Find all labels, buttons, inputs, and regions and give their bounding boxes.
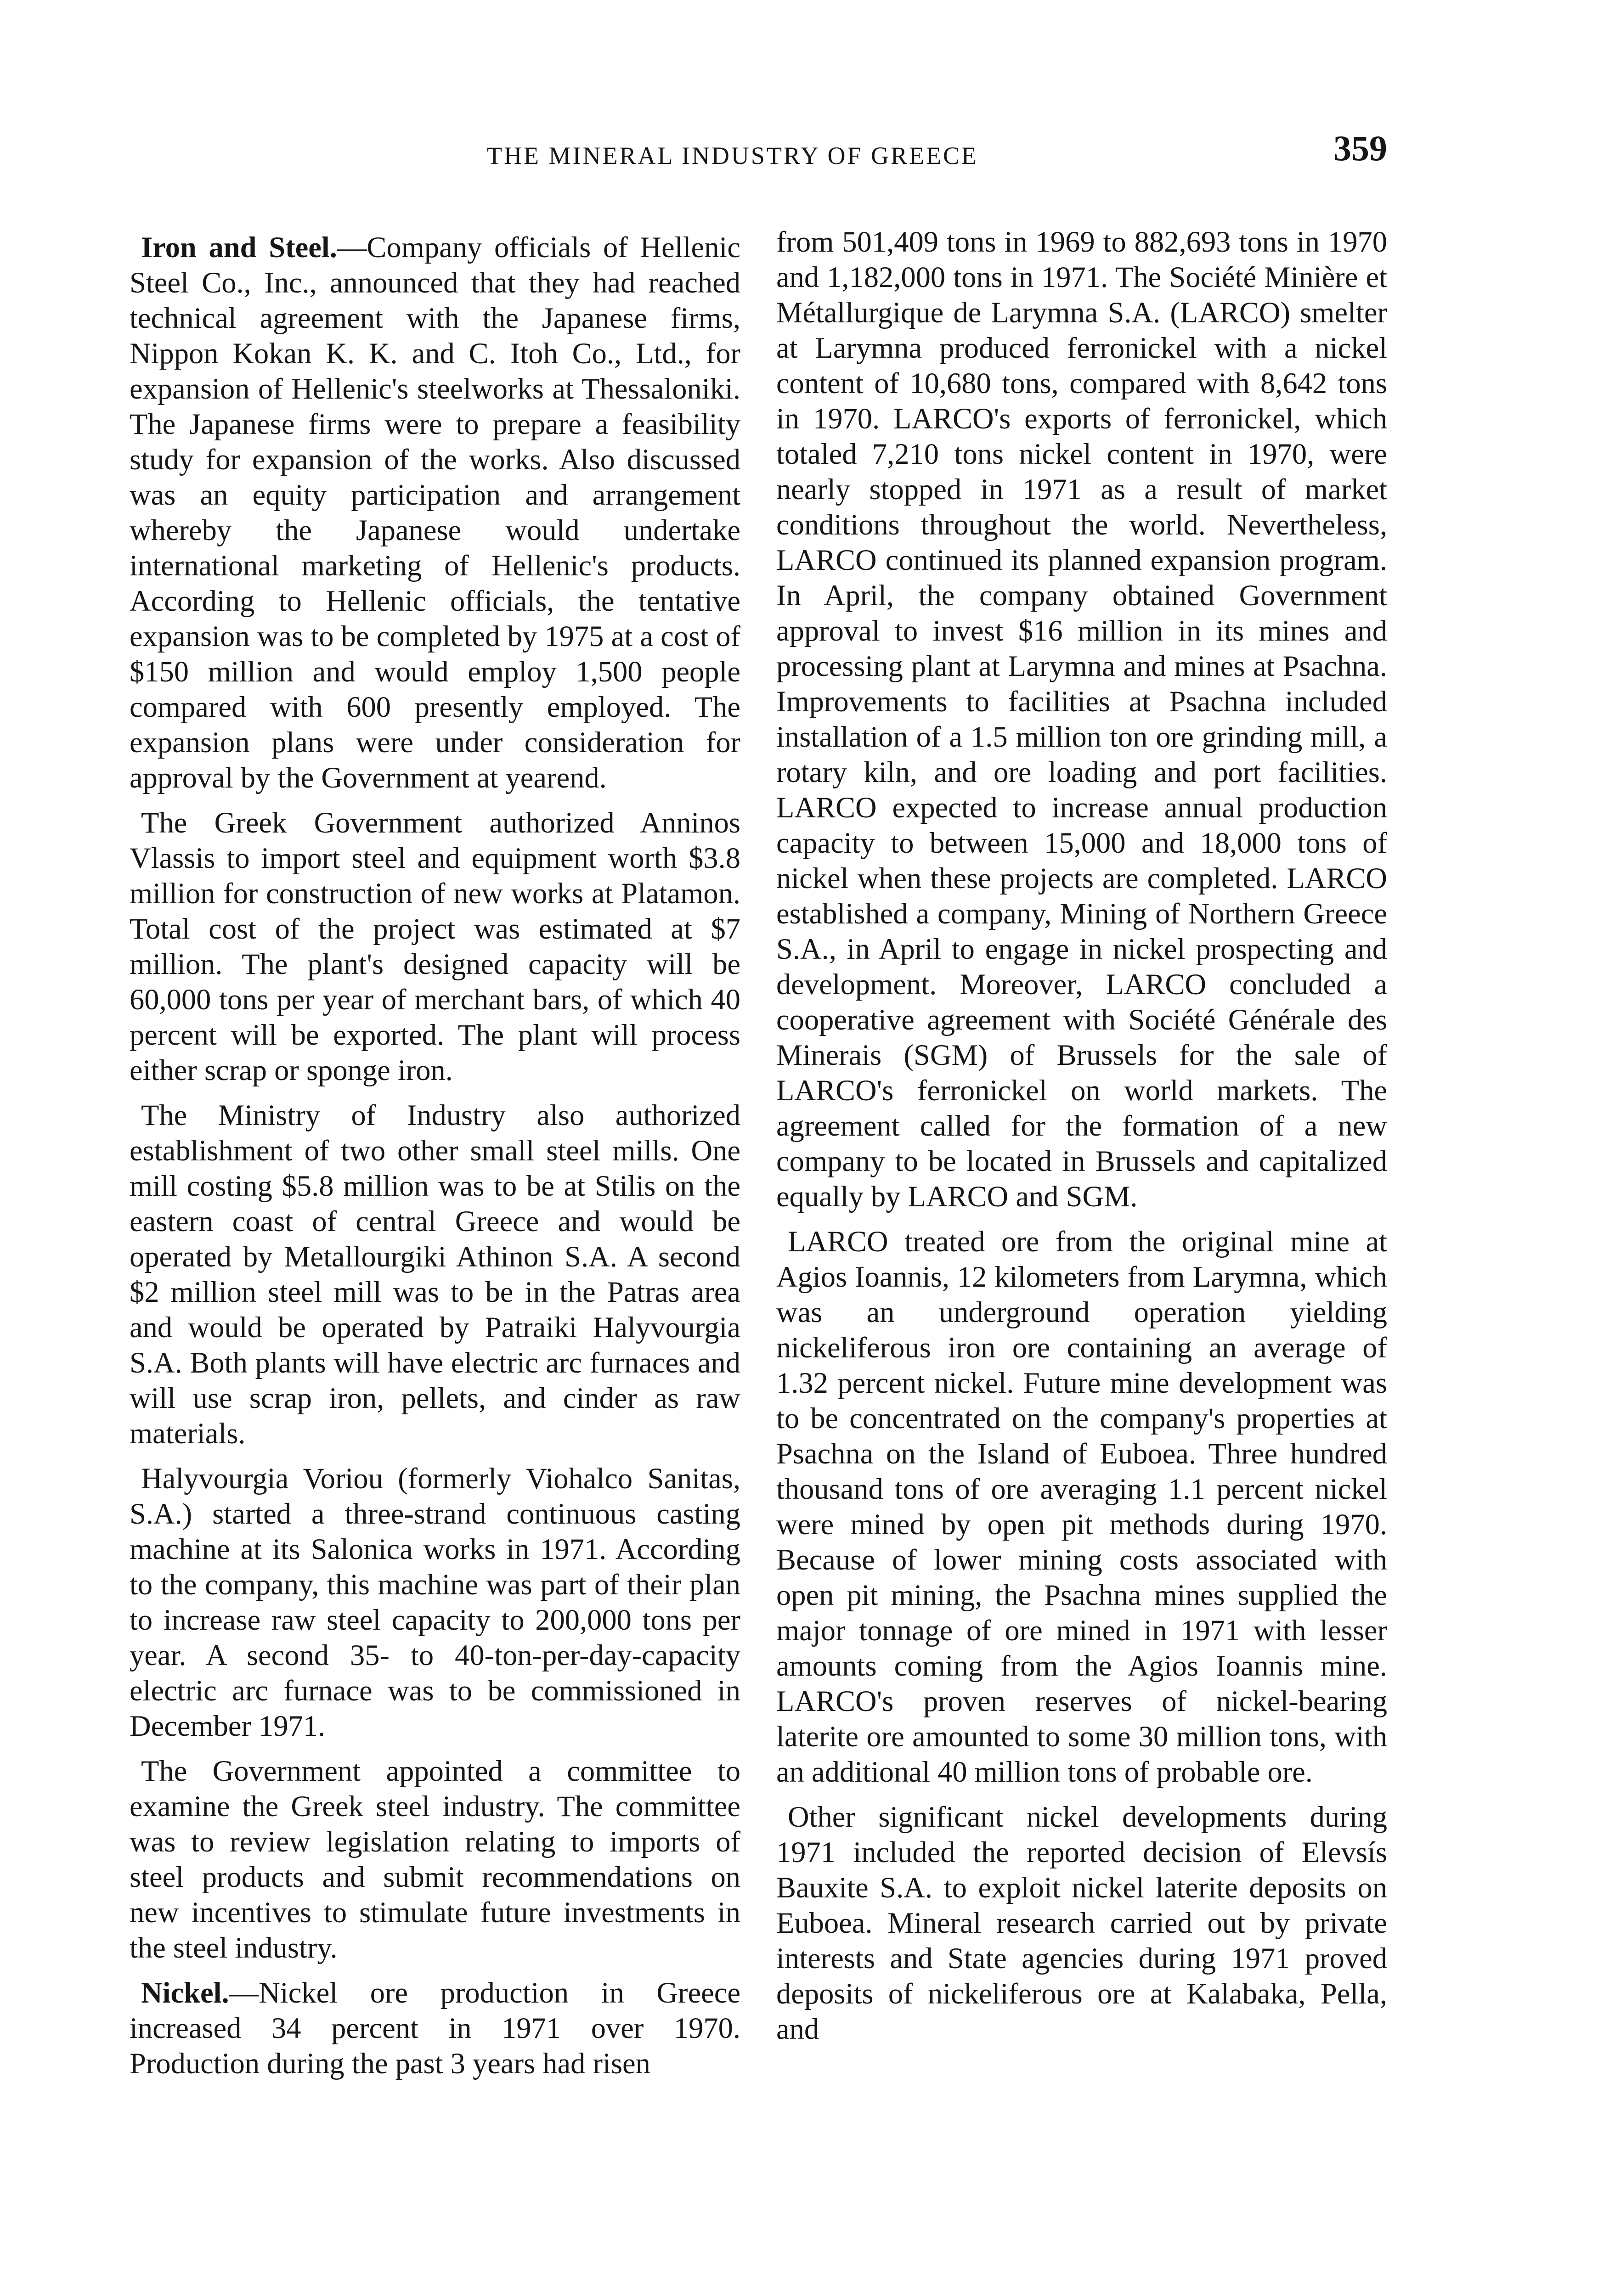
paragraph-iron-and-steel (130, 230, 740, 795)
running-title: THE MINERAL INDUSTRY OF GREECE (487, 142, 978, 169)
paragraph-halyvourgia-voriou: Halyvourgia Voriou (formerly Viohalco Sanitas, S.A.) started a three-strand continuous casting machine at its Salonica works in 1971. According to the company, this machine was part of their plan to increase raw steel capacity to 200,000 tons per year. A second 35- to 40-ton-per-day-capacity electric arc furnace was to be commissioned in December 1971. (130, 1462, 740, 1742)
paragraph-larco-ore: LARCO treated ore from the original mine at Agios Ioannis, 12 kilometers from Larymna, which was an underground operation yielding nickeliferous iron ore containing an average of 1.32 percent nickel. Future mine development was to be concentrated on the company's properties at Psachna on the Island of Euboea. Three hundred thousand tons of ore averaging 1.1 percent nickel were mined by open pit methods during 1970. Because of lower mining costs associated with open pit mining, the Psachna mines supplied the major tonnage of ore mined in 1971 with lesser amounts coming from the Agios Ioannis mine. LARCO's proven reserves of nickel-bearing laterite ore amounted to some 30 million tons, with an additional 40 million tons of probable ore. (776, 1225, 1387, 1788)
paragraph-steel-committee: The Government appointed a committee to examine the Greek steel industry. The committee was to review legislation relating to imports of steel products and submit recommendations on new incentives to stimulate future investments in the steel industry. (130, 1755, 740, 1964)
left-column (130, 230, 740, 2081)
page-header (129, 128, 1387, 183)
paragraph-nickel (130, 1975, 740, 2081)
paragraph-nickel-production: from 501,409 tons in 1969 to 882,693 tons in 1970 and 1,182,000 tons in 1971. The Société Minière et Métallurgique de Larymna S.A. (LARCO) smelter at Larymna produced ferronickel with a nickel content of 10,680 tons, compared with 8,642 tons in 1970. LARCO's exports of ferronickel, which totaled 7,210 tons nickel content in 1970, were nearly stopped in 1971 as a result of market conditions throughout the world. Nevertheless, LARCO continued its planned expansion program. In April, the company obtained Government approval to invest $16 million in its mines and processing plant at Larymna and mines at Psachna. Improvements to facilities at Psachna included installation of a 1.5 million ton ore grinding mill, a rotary kiln, and ore loading and port facilities. LARCO expected to increase annual production capacity to between 15,000 and 18,000 tons of nickel when these projects are completed. LARCO established a company, Mining of Northern Greece S.A., in April to engage in nickel prospecting and development. Moreover, LARCO concluded a cooperative agreement with Société Générale des Minerais (SGM) of Brussels for the sale of LARCO's ferronickel on world markets. The agreement called for the formation of a new company to be located in Brussels and capitalized equally by LARCO and SGM. (776, 225, 1387, 1213)
paragraph-other-nickel-developments: Other significant nickel developments during 1971 included the reported decision of Elevsís Bauxite S.A. to exploit nickel laterite deposits on Euboea. Mineral research carried out by private interests and State agencies during 1971 proved deposits of nickeliferous ore at Kalabaka, Pella, and (776, 1801, 1387, 2045)
paragraph-ministry-of-industry: The Ministry of Industry also authorized establishment of two other small steel mills. One mill costing $5.8 million was to be at Stilis on the eastern coast of central Greece and would be operated by Metallourgiki Athinon S.A. A second $2 million steel mill was to be in the Patras area and would be operated by Patraiki Halyvourgia S.A. Both plants will have electric arc furnaces and will use scrap iron, pellets, and cinder as raw materials. (130, 1099, 740, 1450)
section-heading-nickel: Nickel. (141, 1976, 229, 2009)
paragraph-greek-government: The Greek Government authorized Anninos Vlassis to import steel and equipment worth $3.8 million for construction of new works at Platamon. Total cost of the project was estimated at $7 million. The plant's designed capacity will be 60,000 tons per year of merchant bars, of which 40 percent will be exported. The plant will process either scrap or sponge iron. (130, 806, 740, 1086)
page-number: 359 (1333, 128, 1387, 168)
section-heading-iron-and-steel: Iron and Steel. (141, 231, 337, 264)
paragraph-text: —Nickel ore production in Greece increased 34 percent in 1971 over 1970. Production during the past 3 years had risen (130, 1976, 740, 2080)
paragraph-text: —Company officials of Hellenic Steel Co., Inc., announced that they had reached technical agreement with the Japanese firms, Nippon Kokan K. K. and C. Itoh Co., Ltd., for expansion of Hellenic's steelworks at Thessaloniki. The Japanese firms were to prepare a feasibility study for expansion of the works. Also discussed was an equity participation and arrangement whereby the Japanese would undertake international marketing of Hellenic's products. According to Hellenic officials, the tentative expansion was to be completed by 1975 at a cost of $150 million and would employ 1,500 people compared with 600 presently employed. The expansion plans were under consideration for approval by the Government at yearend. (130, 231, 740, 794)
right-column (776, 224, 1387, 2047)
